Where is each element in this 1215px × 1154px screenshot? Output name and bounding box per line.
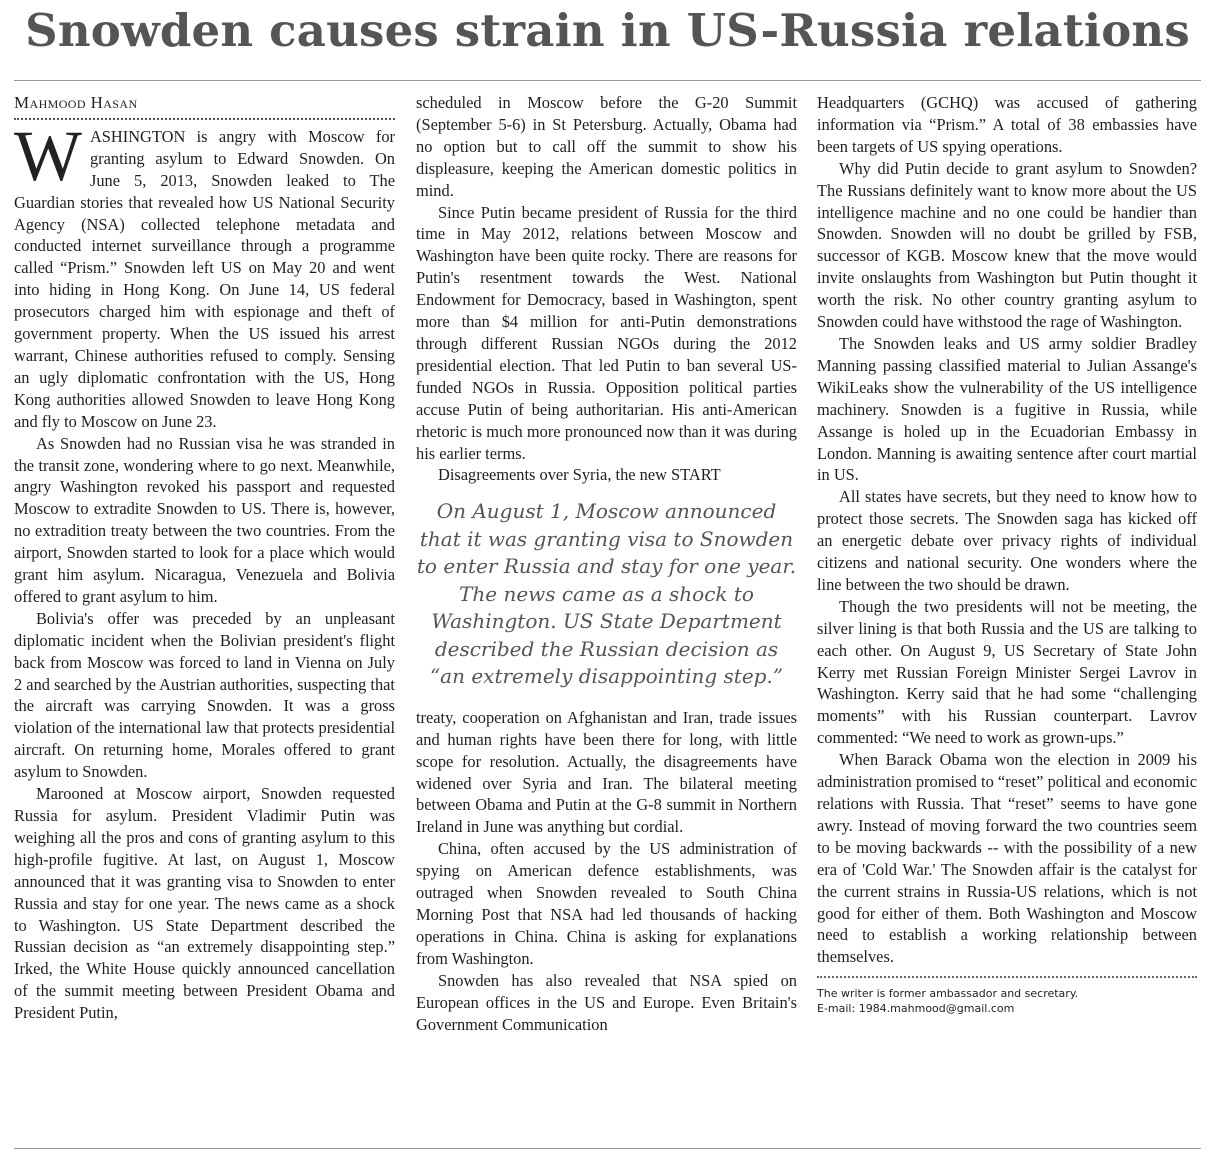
paragraph: All states have secrets, but they need to know how to protect those secrets. The Snowden saga has kicked off an energetic debate over privacy rights of individual citizens and national security. One wonders where the line between the two should be drawn. xyxy=(817,487,1197,594)
article-headline: Snowden causes strain in US-Russia relations xyxy=(25,4,1190,57)
column-3 xyxy=(817,92,1197,1016)
pull-quote: On August 1, Moscow announced that it was granting visa to Snowden to enter Russia and stay for one year. The news came as a shock to Washington. US State Department described the Russian decision as “an extremely disappointing step.” xyxy=(416,499,797,689)
paragraph: Snowden has also revealed that NSA spied on European offices in the US and Europe. Even Britain's Government Communication xyxy=(416,970,797,1034)
footnote-divider xyxy=(817,976,1197,978)
author-email: E-mail: 1984.mahmood@gmail.com xyxy=(817,1002,1015,1016)
paragraph: Marooned at Moscow airport, Snowden requested Russia for asylum. President Vladimir Putin was weighing all the pros and cons of granting asylum to this high-profile fugitive. At last, on August 1, Moscow announced that it was granting visa to Snowden to enter Russia and stay for one year. The news came as a shock to Washington. US State Department described the Russian decision as “an extremely disappointing step.” Irked, the White House quickly announced cancellation of the summit meeting between President Obama and President Putin, xyxy=(14,784,395,1023)
bottom-rule xyxy=(14,1148,1201,1149)
paragraph: Though the two presidents will not be meeting, the silver lining is that both Russia and the US are talking to each other. On August 9, US Secretary of State John Kerry met Russian Foreign Minister Sergei Lavrov in Washington. Kerry said that he had some “challenging moments” with his Russian counterpart. Lavrov commented: “We need to work as grown-ups.” xyxy=(817,596,1197,748)
byline: Mahmood Hasan xyxy=(14,93,138,112)
paragraph: Headquarters (GCHQ) was accused of gathering information via “Prism.” A total of 38 embassies have been targets of US spying operations. xyxy=(817,93,1197,156)
column-2 xyxy=(416,92,797,1035)
paragraph: China, often accused by the US administration of spying on American defence establishments, was outraged when Snowden revealed to South China Morning Post that NSA had led thousands of hacking operations in China. China is asking for explanations from Washington. xyxy=(416,839,797,968)
paragraph: The Snowden leaks and US army soldier Bradley Manning passing classified material to Julian Assange's WikiLeaks show the vulnerability of the US intelligence machinery. Snowden is a fugitive in Russia, while Assange is holed up in the Ecuadorian Embassy in London. Manning is awaiting sentence after court martial in US. xyxy=(817,333,1197,485)
paragraph: When Barack Obama won the election in 2009 his administration promised to “reset” political and economic relations with Russia. That “reset” seems to have gone awry. Instead of moving forward the two countries seem to be moving backwards -- with the possibility of a new era of 'Cold War.' The Snowden affair is the catalyst for the current strains in Russia-US relations, which is not good for either of them. Both Washington and Moscow need to establish a working relationship between themselves. xyxy=(817,750,1197,967)
paragraph: Bolivia's offer was preceded by an unpleasant diplomatic incident when the Bolivian president's flight back from Moscow was forced to land in Vienna on July 2 and searched by the Austrian authorities, suspecting that the aircraft was carrying Snowden. It was a gross violation of the international law that protects presidential aircraft. On returning home, Morales offered to grant asylum to Snowden. xyxy=(14,608,395,782)
paragraph: Disagreements over Syria, the new START xyxy=(438,465,721,485)
paragraph: Since Putin became president of Russia for the third time in May 2012, relations between Moscow and Washington have been quite rocky. There are reasons for Putin's resentment towards the West. National Endowment for Democracy, based in Washington, spent more than $4 million for anti-Putin demonstrations through different Russian NGOs during the 2012 presidential election. That led Putin to ban several US-funded NGOs in Russia. Opposition political parties accuse Putin of being authoritarian. His anti-American rhetoric is much more pronounced now than it was during his earlier terms. xyxy=(416,202,797,463)
author-note: The writer is former ambassador and secretary. xyxy=(817,987,1079,1001)
paragraph: treaty, cooperation on Afghanistan and Iran, trade issues and human rights have been there for long, with little scope for resolution. Actually, the disagreements have widened over Syria and Iran. The bilateral meeting between Obama and Putin at the G-8 summit in Northern Ireland in June was anything but cordial. xyxy=(416,707,797,837)
paragraph: scheduled in Moscow before the G-20 Summit (September 5-6) in St Petersburg. Actually, Obama had no option but to call off the summit to show his displeasure, keeping the American domestic politics in mind. xyxy=(416,93,797,200)
paragraph-text: ASHINGTON is angry with Moscow for granting asylum to Edward Snowden. On June 5, 2013, Snowden leaked to The Guardian stories that revealed how US National Security Agency (NSA) collected telephone metadata and conducted internet surveillance through a programme called “Prism.” Snowden left US on May 20 and went into hiding in Hong Kong. On June 14, US federal prosecutors charged him with espionage and theft of government property. When the US issued his arrest warrant, Chinese authorities refused to comply. Sensing an ugly diplomatic confrontation with the US, Hong Kong authorities allowed Snowden to leave Hong Kong and fly to Moscow on June 23. xyxy=(14,126,395,431)
paragraph: As Snowden had no Russian visa he was stranded in the transit zone, wondering where to go next. Meanwhile, angry Washington revoked his passport and requested Moscow to extradite Snowden to US. There is, however, no extradition treaty between the two countries. From the airport, Snowden started to look for a place which would grant him asylum. Nicaragua, Venezuela and Bolivia offered to grant asylum to him. xyxy=(14,433,395,606)
column-1 xyxy=(14,92,395,1024)
drop-cap: W xyxy=(14,115,82,196)
paragraph xyxy=(14,115,395,433)
headline-rule xyxy=(14,80,1201,81)
paragraph: Why did Putin decide to grant asylum to Snowden? The Russians definitely want to know more about the US intelligence machine and no one could be handier than Snowden. Snowden will no doubt be grilled by FSB, successor of KGB. Moscow knew that the move would invite onslaughts from Washington but Putin thought it worth the risk. No other country granting asylum to Snowden could have withstood the rage of Washington. xyxy=(817,158,1197,332)
